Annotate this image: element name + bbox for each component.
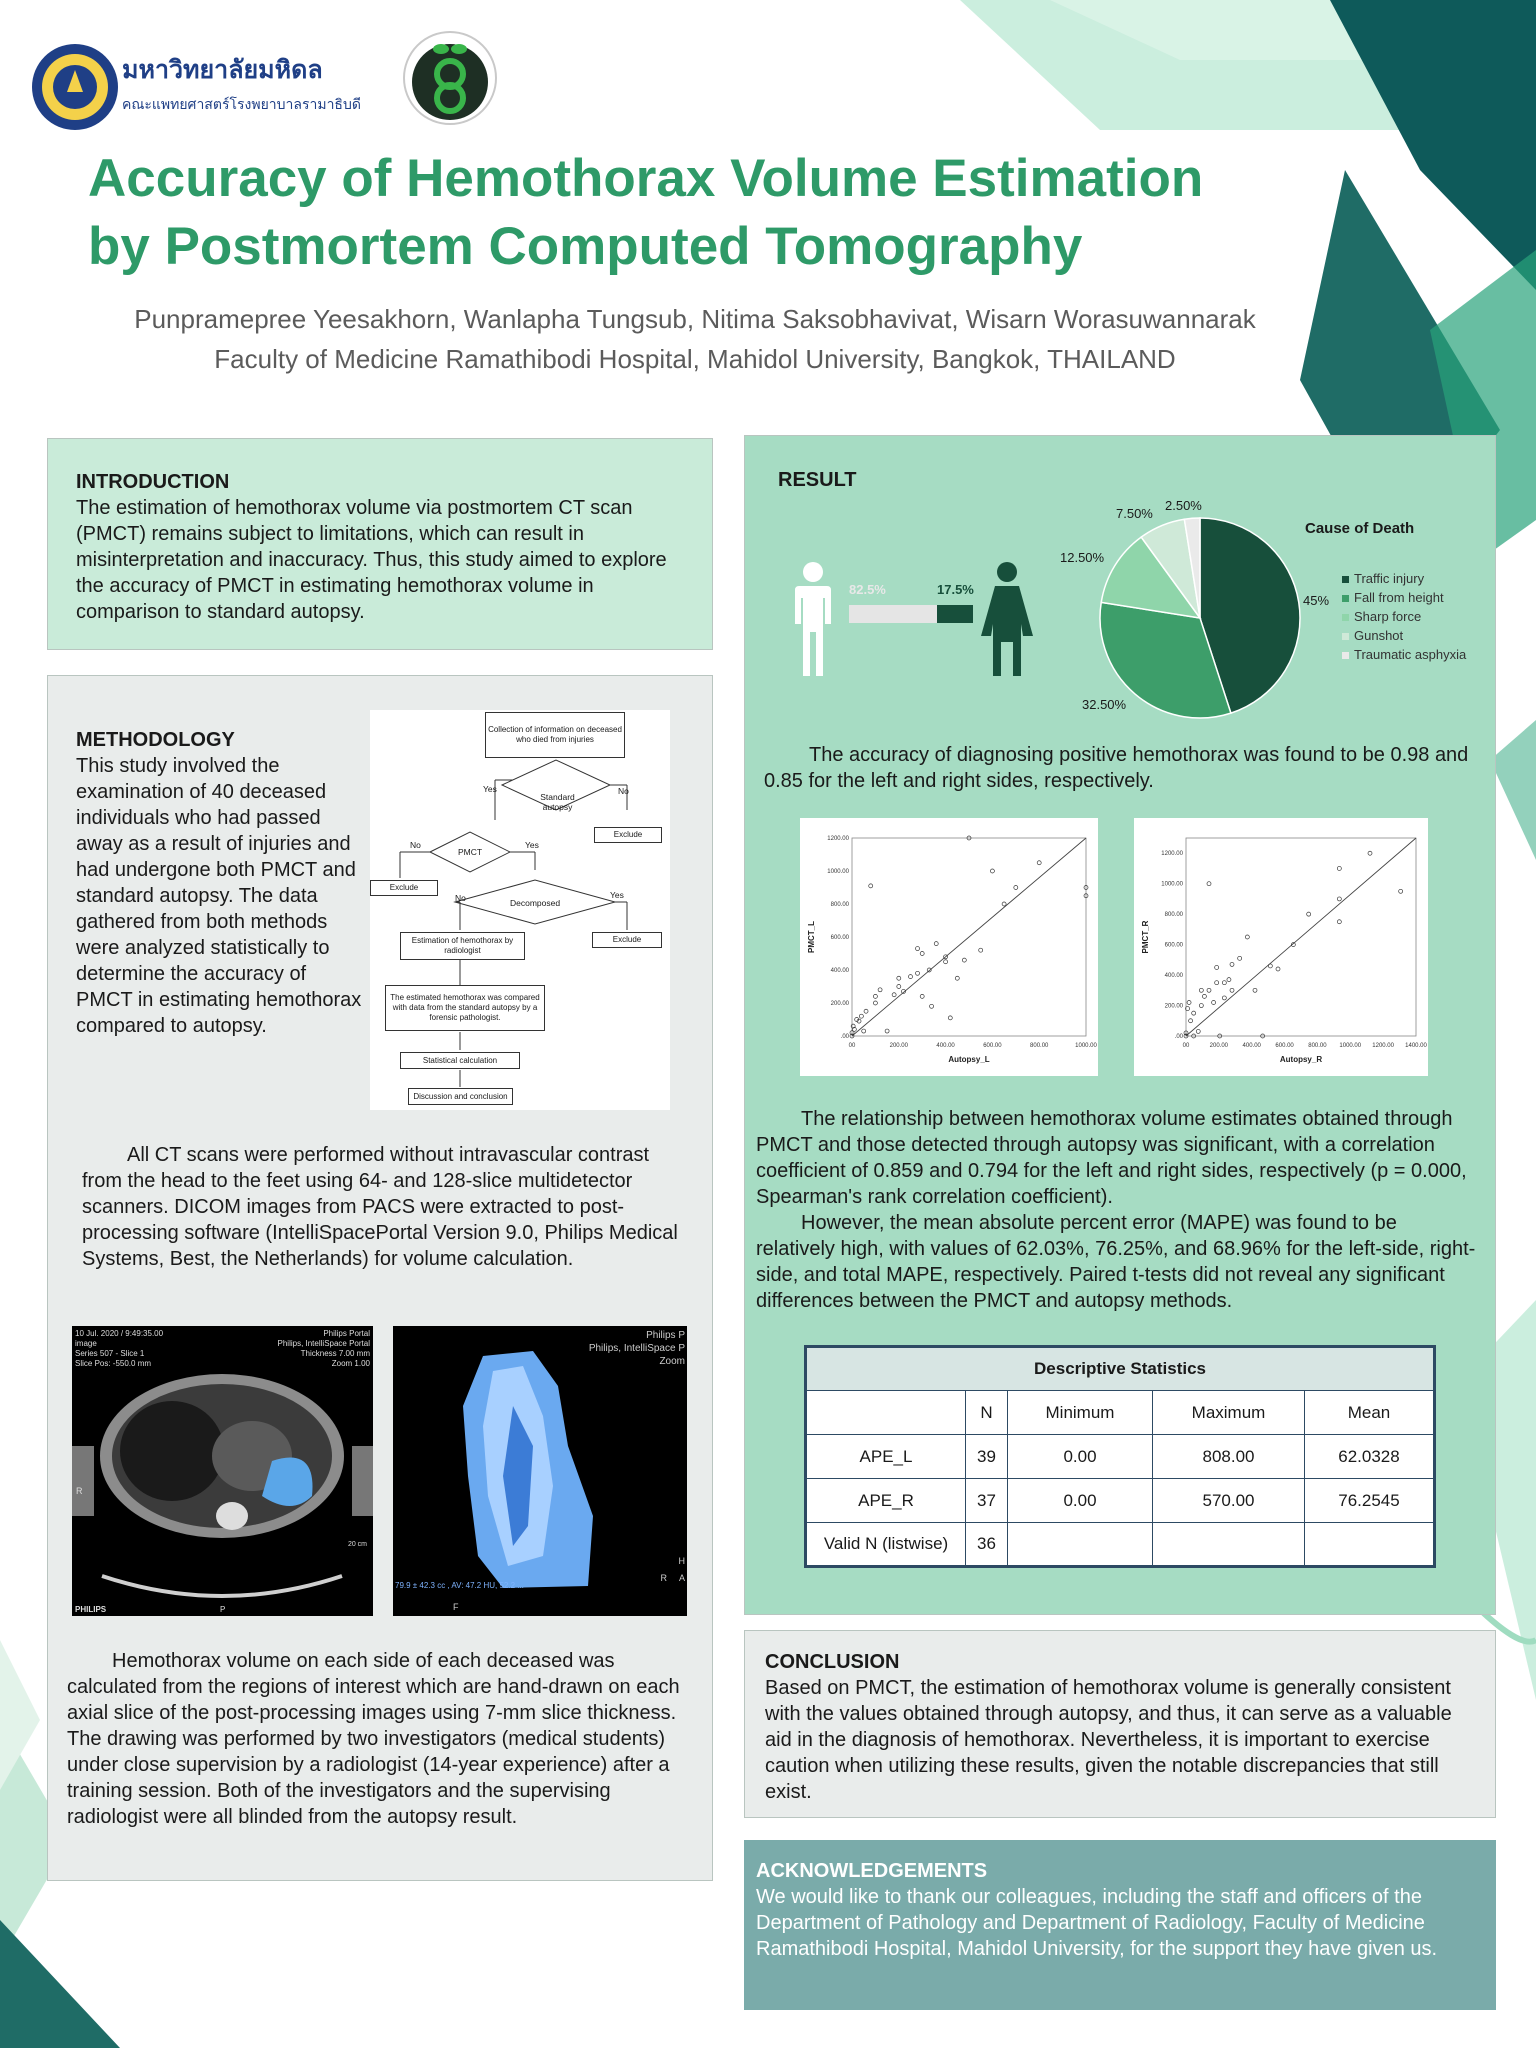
pie-label-7: 7.50% <box>1116 506 1153 521</box>
data-point <box>862 1029 866 1033</box>
flow-yes-label: Yes <box>483 784 497 794</box>
flow-pmct: PMCT <box>458 847 483 857</box>
ct2-letter-r: R <box>660 1573 667 1583</box>
data-point <box>1276 967 1280 971</box>
legend-swatch <box>1342 652 1349 659</box>
data-point <box>1215 981 1219 985</box>
data-point <box>1196 1029 1200 1033</box>
table-cell: 76.2545 <box>1305 1479 1435 1523</box>
pie-label-32: 32.50% <box>1082 697 1127 712</box>
poster-title <box>88 145 1368 281</box>
ct-axial-image <box>72 1326 373 1616</box>
ct1-r2: Philips, IntelliSpace Portal <box>277 1339 370 1348</box>
ct2-r2: Philips, IntelliSpace P <box>588 1343 685 1354</box>
data-point <box>878 988 882 992</box>
data-point <box>1227 978 1231 982</box>
legend-swatch <box>1342 633 1349 640</box>
table-cell: 808.00 <box>1153 1435 1305 1479</box>
scatter-right <box>1134 818 1428 1076</box>
data-point <box>1253 988 1257 992</box>
flow-exclude-3: Exclude <box>592 932 662 948</box>
ct1-r1: Philips Portal <box>323 1329 370 1338</box>
data-point <box>1268 964 1272 968</box>
x-tick-label: 800.00 <box>1308 1043 1327 1049</box>
flow-no-label-2: No <box>410 840 421 850</box>
flow-compared: The estimated hemothorax was compared with data from the standard autopsy by a forensic pathologist. <box>385 985 545 1031</box>
introduction-body: The estimation of hemothorax volume via postmortem CT scan (PMCT) remains subject to limitations, which can result in misinterpretation and inaccuracy. Thus, this study aimed to explore the accuracy of PMCT in estimating hemothorax volume in comparison to standard autopsy. <box>76 497 667 623</box>
x-tick-label: 1000.00 <box>1075 1043 1097 1049</box>
lung-volume-render <box>393 1326 687 1616</box>
legend-sharp <box>1342 609 1421 624</box>
data-point <box>1230 988 1234 992</box>
table-header: Minimum <box>1008 1391 1153 1435</box>
x-tick-label: 00 <box>1182 1043 1190 1049</box>
volume-paragraph: Hemothorax volume on each side of each deceased was calculated from the regions of interest which are hand-drawn on each axial slice of the post-processing images using 7-mm slice thickness. The drawing was performed by two investigators (medical students) under close supervision by a radiologist (14-year experience) after a training session. Both of the investigators and the supervising radiologist were all blinded from the autopsy result. <box>67 1650 680 1828</box>
y-tick-label: 800.00 <box>830 902 849 908</box>
flow-collection: Collection of information on deceased who died from injuries <box>485 712 625 758</box>
ct1-line3: Series 507 - Slice 1 <box>75 1349 145 1358</box>
table-header-row <box>806 1391 1435 1435</box>
y-axis-label: PMCT_L <box>807 921 816 953</box>
ct1-r4: Zoom 1.00 <box>331 1359 370 1368</box>
table-cell: APE_R <box>806 1479 966 1523</box>
ct2-letter-a: A <box>678 1573 685 1583</box>
y-tick-label: 1000.00 <box>827 869 849 875</box>
acknowledgements-panel <box>744 1840 1496 2010</box>
scatter-right-svg <box>1134 818 1428 1076</box>
x-tick-label: 400.00 <box>936 1043 955 1049</box>
flowchart-connectors <box>370 710 670 1110</box>
table-header <box>806 1391 966 1435</box>
y-tick-label: 1000.00 <box>1161 881 1183 888</box>
flow-no-label-3: No <box>455 893 466 903</box>
table-row <box>806 1479 1435 1523</box>
flow-decomposed: Decomposed <box>510 898 561 908</box>
data-point <box>892 993 896 997</box>
table-cell: APE_L <box>806 1435 966 1479</box>
table-row <box>806 1523 1435 1567</box>
flowchart <box>370 710 670 1110</box>
data-point <box>1307 912 1311 916</box>
methodology-body: This study involved the examination of 40 deceased individuals who had passed away as a result of injuries and had undergone both PMCT and standard autopsy. The data gathered from both methods were analyzed statistically to determine the accuracy of PMCT in estimating hemothorax compared to autopsy. <box>76 755 362 1037</box>
legend-swatch <box>1342 576 1349 583</box>
data-point <box>859 1014 863 1018</box>
flow-discussion: Discussion and conclusion <box>408 1088 513 1105</box>
scatter-left <box>800 818 1098 1076</box>
data-point <box>916 971 920 975</box>
flow-yes-label-3: Yes <box>610 890 624 900</box>
data-point <box>1337 866 1341 870</box>
pie-label-2: 2.50% <box>1165 498 1202 513</box>
pie-title: Cause of Death <box>1305 520 1415 537</box>
flow-exclude-2: Exclude <box>370 880 438 896</box>
data-point <box>873 1001 877 1005</box>
x-tick-label: 1200.00 <box>1372 1043 1394 1049</box>
pie-chart <box>1070 495 1490 720</box>
legend-swatch <box>1342 595 1349 602</box>
y-tick-label: 600.00 <box>1164 942 1183 949</box>
y-tick-label: 200.00 <box>830 1001 849 1007</box>
pie-label-45: 45% <box>1303 593 1330 608</box>
flow-exclude-1: Exclude <box>594 827 662 843</box>
mahidol-logo <box>30 42 120 132</box>
data-point <box>920 952 924 956</box>
result-heading: RESULT <box>778 469 857 491</box>
data-point <box>1337 897 1341 901</box>
data-point <box>1238 956 1242 960</box>
table-title: Descriptive Statistics <box>806 1347 1435 1391</box>
y-tick-label: 1200.00 <box>827 836 849 842</box>
data-point <box>1215 965 1219 969</box>
data-point <box>1207 882 1211 886</box>
legend-label: Traffic injury <box>1354 571 1425 586</box>
methodology-heading: METHODOLOGY <box>76 729 235 751</box>
y-tick-label: 600.00 <box>830 935 849 941</box>
ct-axial-drawing <box>72 1326 373 1616</box>
flow-estimation: Estimation of hemothorax by radiologist <box>400 932 525 960</box>
faculty-thai-name: คณะแพทยศาสตร์โรงพยาบาลรามาธิบดี <box>122 97 361 113</box>
scatter-left-svg <box>800 818 1098 1076</box>
data-point <box>1192 1011 1196 1015</box>
acknowledgements-body: We would like to thank our colleagues, including the staff and officers of the Department of Pathology and Department of Radiology, Faculty of Medicine Ramathibodi Hospital, Mahidol University, for the support they have given us. <box>756 1886 1438 1960</box>
data-point <box>955 976 959 980</box>
ct-3d-rendering <box>393 1326 687 1616</box>
table-cell: 570.00 <box>1153 1479 1305 1523</box>
ct2-letter-f: F <box>453 1602 459 1612</box>
data-point <box>1222 981 1226 985</box>
data-point <box>1014 886 1018 890</box>
table-cell <box>1008 1523 1153 1567</box>
data-point <box>1230 962 1234 966</box>
data-point <box>916 947 920 951</box>
y-tick-label: 800.00 <box>1164 912 1183 919</box>
accuracy-text: The accuracy of diagnosing positive hemothorax was found to be 0.98 and 0.85 for the left and right sides, respectively. <box>764 744 1469 792</box>
data-point <box>864 1009 868 1013</box>
title-line-1: Accuracy of Hemothorax Volume Estimation <box>88 149 1204 208</box>
sprout-emblem-icon <box>402 30 498 126</box>
table-cell: 0.00 <box>1008 1479 1153 1523</box>
flow-yes-label-2: Yes <box>525 840 539 850</box>
affiliation: Faculty of Medicine Ramathibodi Hospital, Mahidol University, Bangkok, THAILAND <box>214 344 1176 374</box>
ct-paragraph: All CT scans were performed without intravascular contrast from the head to the feet using 64- and 128-slice multidetector scanners. DICOM images from PACS were extracted to post-processing software (IntelliSpacePortal Version 9.0, Philips Medical Systems, Best, the Netherlands) for volume calculation. <box>82 1144 678 1270</box>
ct2-measure: 79.9 ± 42.3 cc , AV: 47.2 HU, 52.2 ... <box>395 1581 524 1590</box>
fit-line <box>852 838 1086 1036</box>
table-cell: 37 <box>966 1479 1008 1523</box>
legend-traffic <box>1342 571 1424 586</box>
x-axis-label: Autopsy_R <box>1279 1055 1323 1064</box>
mahidol-thai-name: มหาวิทยาลัยมหิดล <box>122 55 323 84</box>
ct2-r3: Zoom <box>659 1356 685 1367</box>
legend-asphyxia <box>1342 647 1466 662</box>
ct1-r3: Thickness 7.00 mm <box>300 1349 370 1358</box>
x-tick-label: 600.00 <box>1275 1043 1294 1049</box>
data-point <box>1337 920 1341 924</box>
table-header: Maximum <box>1153 1391 1305 1435</box>
data-point <box>909 975 913 979</box>
data-point <box>1222 996 1226 1000</box>
table-cell: 0.00 <box>1008 1435 1153 1479</box>
flow-standard-autopsy: Standard autopsy <box>540 792 575 812</box>
male-icon <box>795 562 831 676</box>
fit-line <box>1186 838 1416 1036</box>
data-point <box>1002 902 1006 906</box>
table-row <box>806 1435 1435 1479</box>
introduction-heading: INTRODUCTION <box>76 471 230 493</box>
y-tick-label: 400.00 <box>1164 973 1183 980</box>
table-header: N <box>966 1391 1008 1435</box>
data-point <box>990 869 994 873</box>
table-cell: Valid N (listwise) <box>806 1523 966 1567</box>
gender-graphic <box>785 560 1035 680</box>
ct1-letter-r: R <box>76 1486 83 1496</box>
conclusion-panel <box>744 1630 1496 1818</box>
data-point <box>948 1016 952 1020</box>
x-axis-label: Autopsy_L <box>948 1055 990 1064</box>
conclusion-heading: CONCLUSION <box>765 1651 900 1673</box>
data-point <box>869 884 873 888</box>
ct1-brand: PHILIPS <box>75 1605 107 1614</box>
legend-label: Sharp force <box>1354 609 1422 624</box>
data-point <box>944 960 948 964</box>
legend-label: Fall from height <box>1354 590 1444 605</box>
x-tick-label: 200.00 <box>1209 1043 1229 1049</box>
x-tick-label: 00 <box>848 1043 856 1049</box>
data-point <box>1199 1004 1203 1008</box>
data-point <box>930 1004 934 1008</box>
descriptive-statistics-table <box>804 1345 1436 1568</box>
acknowledgements-heading: ACKNOWLEDGEMENTS <box>756 1860 988 1882</box>
data-point <box>1202 994 1206 998</box>
mape-text: However, the mean absolute percent error (MAPE) was found to be relatively high, with values of 62.03%, 76.25%, and 68.96% for the left-side, right-side, and total MAPE, respectively. Paired t-tests did not reveal any significant differences between the PMCT and autopsy methods. <box>756 1212 1476 1312</box>
y-axis-label: PMCT_R <box>1141 920 1150 954</box>
data-point <box>885 1029 889 1033</box>
y-tick-label: .00 <box>840 1034 849 1040</box>
mahidol-seal-icon <box>30 42 120 132</box>
data-point <box>1212 1000 1216 1004</box>
data-point <box>1189 1019 1193 1023</box>
pie-label-12: 12.50% <box>1060 550 1105 565</box>
female-icon <box>981 562 1033 676</box>
data-point <box>897 985 901 989</box>
table-cell: 39 <box>966 1435 1008 1479</box>
x-tick-label: 200.00 <box>889 1043 908 1049</box>
introduction-panel <box>47 438 713 650</box>
data-point <box>934 942 938 946</box>
ct1-letter-p: P <box>220 1605 226 1614</box>
ct2-r1: Philips P <box>646 1330 685 1341</box>
flow-statistical: Statistical calculation <box>400 1052 520 1069</box>
faculty-emblem <box>402 30 498 126</box>
legend-fall <box>1342 590 1444 605</box>
legend-label: Traumatic asphyxia <box>1354 647 1467 662</box>
ct1-line1: 10 Jul. 2020 / 9:49:35.00 <box>75 1329 164 1338</box>
data-point <box>1037 861 1041 865</box>
x-tick-label: 400.00 <box>1242 1043 1261 1049</box>
y-tick-label: 400.00 <box>830 968 849 974</box>
data-point <box>873 994 877 998</box>
table-cell: 36 <box>966 1523 1008 1567</box>
y-tick-label: 200.00 <box>1164 1003 1183 1010</box>
conclusion-body: Based on PMCT, the estimation of hemothorax volume is generally consistent with the values obtained through autopsy, and thus, it can serve as a valuable aid in the diagnosis of hemothorax. Nevertheless, it is important to exercise caution when utilizing these results, given the notable discrepancies that still exist. <box>765 1677 1452 1803</box>
x-tick-label: 1400.00 <box>1405 1043 1427 1049</box>
male-percentage: 82.5% <box>849 582 886 597</box>
data-point <box>1187 1000 1191 1004</box>
table-cell <box>1153 1523 1305 1567</box>
cause-of-death-chart <box>1060 495 1490 720</box>
title-line-2: by Postmortem Computed Tomography <box>88 217 1083 276</box>
authors: Punpramepree Yeesakhorn, Wanlapha Tungsub, Nitima Saksobhavivat, Wisarn Worasuwannarak <box>134 304 1256 334</box>
x-tick-label: 1000.00 <box>1339 1043 1362 1049</box>
data-point <box>1399 889 1403 893</box>
x-tick-label: 600.00 <box>983 1043 1002 1049</box>
correlation-text: The relationship between hemothorax volume estimates obtained through PMCT and those detected through autopsy was significant, with a correlation coefficient of 0.859 and 0.794 for the left and right sides, respectively (p = 0.000, Spearman's rank correlation coefficient). <box>756 1108 1467 1208</box>
table-cell: 62.0328 <box>1305 1435 1435 1479</box>
data-point <box>920 994 924 998</box>
data-point <box>897 976 901 980</box>
legend-swatch <box>1342 614 1349 621</box>
legend-gunshot <box>1342 628 1403 643</box>
ct1-line4: Slice Pos: -550.0 mm <box>75 1359 152 1368</box>
legend-label: Gunshot <box>1354 628 1404 643</box>
ct1-line2: image <box>75 1339 97 1348</box>
data-point <box>1207 988 1211 992</box>
ct2-letter-h: H <box>678 1556 685 1566</box>
data-point <box>1199 988 1203 992</box>
y-tick-label: .00 <box>1174 1034 1183 1040</box>
y-tick-label: 1200.00 <box>1161 851 1183 858</box>
flow-no-label: No <box>618 786 629 796</box>
data-point <box>1368 851 1372 855</box>
data-point <box>962 958 966 962</box>
female-percentage: 17.5% <box>937 582 974 597</box>
ct1-scale: 20 cm <box>347 1541 367 1548</box>
methodology-text <box>76 727 366 1039</box>
table-header: Mean <box>1305 1391 1435 1435</box>
data-point <box>979 948 983 952</box>
table-cell <box>1305 1523 1435 1567</box>
x-tick-label: 800.00 <box>1030 1043 1049 1049</box>
data-point <box>1245 935 1249 939</box>
gender-figures <box>785 560 1035 680</box>
